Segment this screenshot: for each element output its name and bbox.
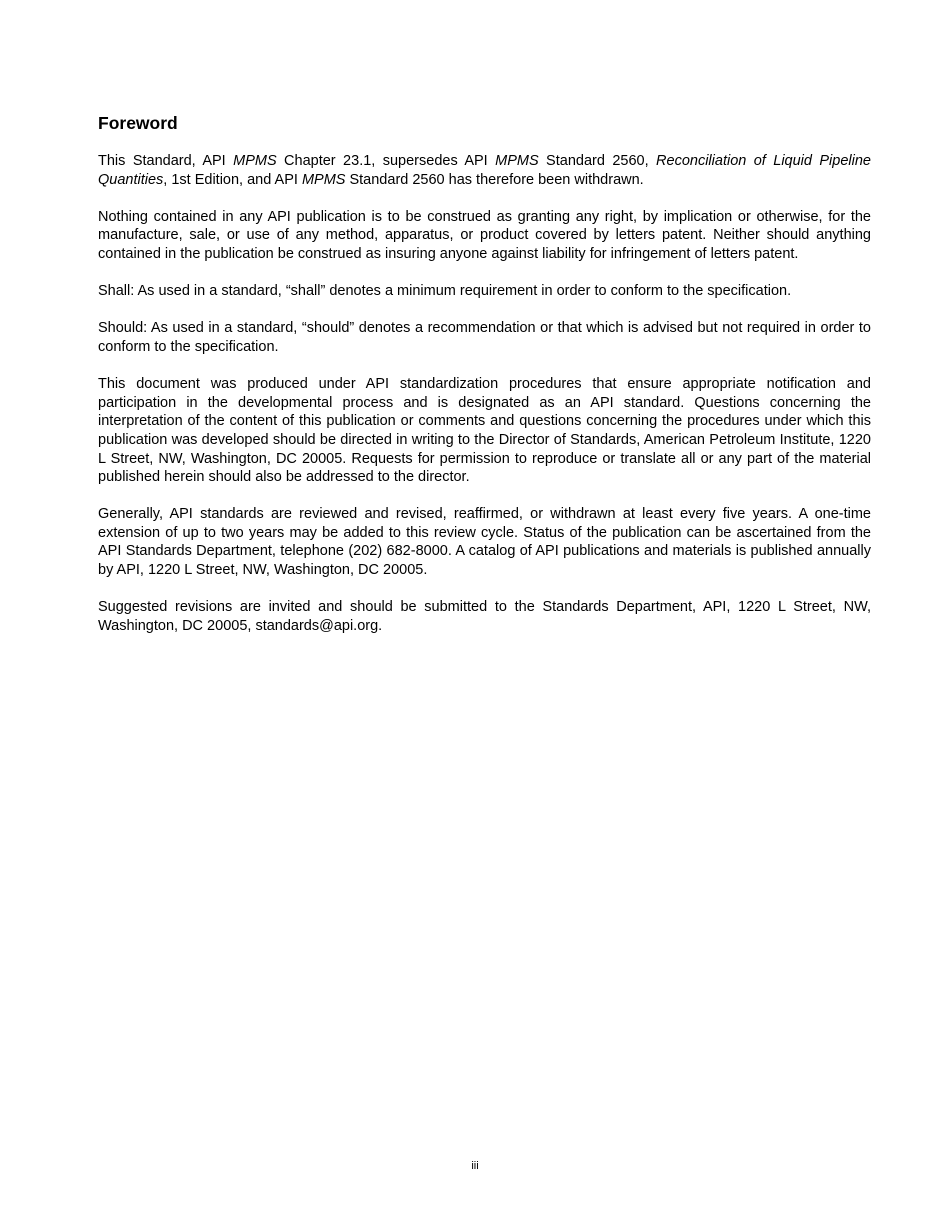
intro-text-5: Standard 2560 has therefore been withdrawn. <box>345 171 644 188</box>
intro-text-1: This Standard, API <box>98 153 234 169</box>
procedures-paragraph: This document was produced under API standardization procedures that ensure appropriate notification and participation in the developmental process and is designated as an API standard. Questions concerning the interpretation of the content of this publication or comments and questions concerning the procedures under which this publication was developed should be directed in writing to the Director of Standards, American Petroleum Institute, 1220 L Street, NW, Washington, DC 20005. Requests for permission to reproduce or translate all or any part of the material published herein should also be addressed to the director. <box>98 376 871 486</box>
mpms-emphasis: MPMS <box>301 171 346 188</box>
mpms-emphasis: MPMS <box>233 153 277 169</box>
intro-paragraph <box>98 152 871 189</box>
intro-text-4: , 1st Edition, and API <box>163 171 302 188</box>
document-body <box>98 112 871 654</box>
should-paragraph: Should: As used in a standard, “should” denotes a recommendation or that which is advised but not required in order to conform to the specification. <box>98 320 871 355</box>
shall-paragraph: Shall: As used in a standard, “shall” denotes a minimum requirement in order to conform to the specification. <box>98 283 792 300</box>
intro-text-2: Chapter 23.1, supersedes API <box>276 153 496 169</box>
review-paragraph: Generally, API standards are reviewed and revised, reaffirmed, or withdrawn at least every five years. A one-time extension of up to two years may be added to this review cycle. Status of the publication can be ascertained from the API Standards Department, telephone (202) 682-8000. A catalog of API publications and materials is published annually by API, 1220 L Street, NW, Washington, DC 20005. <box>98 506 871 579</box>
revisions-paragraph: Suggested revisions are invited and should be submitted to the Standards Department, API, 1220 L Street, NW, Washington, DC 20005, standards@api.org. <box>98 599 871 634</box>
intro-text-3: Standard 2560, <box>538 153 657 169</box>
publication-title: Reconciliation of Liquid Pipeline Quantities <box>98 153 871 188</box>
mpms-emphasis: MPMS <box>495 153 539 169</box>
page-title: Foreword <box>98 113 178 133</box>
page-number: iii <box>471 1160 479 1172</box>
patent-paragraph: Nothing contained in any API publication is to be construed as granting any right, by implication or otherwise, for the manufacture, sale, or use of any method, apparatus, or product covered by letters patent. Neither should anything contained in the publication be construed as insuring anyone against liability for infringement of letters patent. <box>98 208 871 262</box>
